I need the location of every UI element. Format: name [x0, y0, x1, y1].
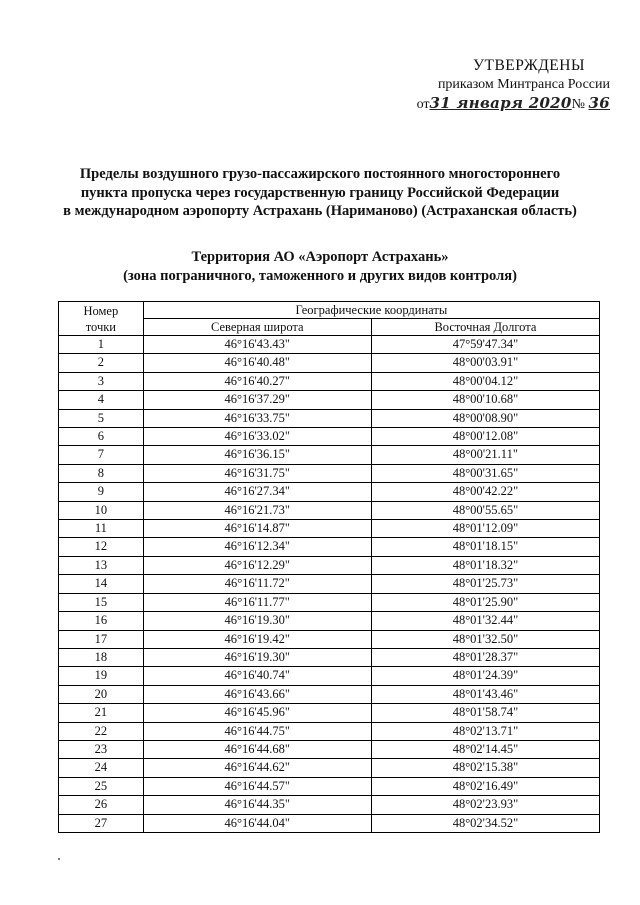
- table-row: [59, 740, 600, 758]
- cell-point-number: 23: [59, 740, 144, 758]
- section-title: [30, 248, 610, 286]
- header-number-line2: точки: [85, 319, 116, 334]
- table-row: [59, 354, 600, 372]
- approval-order-line: приказом Минтранса России: [437, 77, 610, 92]
- cell-longitude: 48°01'12.09": [371, 520, 599, 538]
- cell-latitude: 46°16'31.75": [143, 464, 371, 482]
- cell-point-number: 27: [59, 814, 144, 832]
- approval-date-line: [410, 94, 610, 114]
- table-row: [59, 336, 600, 354]
- table-row: [59, 428, 600, 446]
- document-title: [30, 165, 610, 221]
- cell-point-number: 4: [59, 391, 144, 409]
- cell-point-number: 20: [59, 685, 144, 703]
- header-east-longitude: Восточная Долгота: [371, 319, 599, 336]
- cell-latitude: 46°16'44.62": [143, 759, 371, 777]
- coordinates-table: [58, 301, 600, 833]
- cell-longitude: 48°02'34.52": [371, 814, 599, 832]
- cell-longitude: 48°01'43.46": [371, 685, 599, 703]
- cell-point-number: 6: [59, 428, 144, 446]
- cell-point-number: 25: [59, 777, 144, 795]
- cell-longitude: 48°02'23.93": [371, 796, 599, 814]
- header-point-number: [59, 302, 144, 336]
- cell-latitude: 46°16'19.30": [143, 612, 371, 630]
- cell-longitude: 48°01'58.74": [371, 704, 599, 722]
- cell-longitude: 48°01'18.15": [371, 538, 599, 556]
- header-north-latitude: Северная широта: [143, 319, 371, 336]
- table-row: [59, 391, 600, 409]
- cell-point-number: 17: [59, 630, 144, 648]
- approval-heading: УТВЕРЖДЕНЫ: [473, 57, 585, 74]
- cell-latitude: 46°16'33.02": [143, 428, 371, 446]
- table-row: [59, 722, 600, 740]
- cell-longitude: 48°00'42.22": [371, 483, 599, 501]
- cell-point-number: 11: [59, 520, 144, 538]
- cell-longitude: 48°01'32.44": [371, 612, 599, 630]
- header-geographic-coordinates: Географические координаты: [143, 302, 599, 319]
- cell-latitude: 46°16'43.43": [143, 336, 371, 354]
- cell-point-number: 14: [59, 575, 144, 593]
- cell-longitude: 48°01'32.50": [371, 630, 599, 648]
- cell-point-number: 21: [59, 704, 144, 722]
- cell-point-number: 24: [59, 759, 144, 777]
- cell-latitude: 46°16'40.74": [143, 667, 371, 685]
- cell-latitude: 46°16'11.77": [143, 593, 371, 611]
- cell-point-number: 15: [59, 593, 144, 611]
- cell-point-number: 2: [59, 354, 144, 372]
- cell-latitude: 46°16'44.75": [143, 722, 371, 740]
- handwritten-number: 36: [588, 94, 610, 112]
- cell-longitude: 48°00'21.11": [371, 446, 599, 464]
- section-title-line-2: (зона пограничного, таможенного и других видов контроля): [123, 268, 517, 284]
- section-title-line-1: Территория АО «Аэропорт Астрахань»: [191, 249, 449, 265]
- cell-longitude: 48°01'25.90": [371, 593, 599, 611]
- cell-point-number: 26: [59, 796, 144, 814]
- cell-latitude: 46°16'27.34": [143, 483, 371, 501]
- table-row: [59, 446, 600, 464]
- cell-latitude: 46°16'44.57": [143, 777, 371, 795]
- cell-point-number: 7: [59, 446, 144, 464]
- table-row: [59, 796, 600, 814]
- cell-point-number: 1: [59, 336, 144, 354]
- table-row: [59, 520, 600, 538]
- cell-point-number: 12: [59, 538, 144, 556]
- cell-longitude: 48°00'55.65": [371, 501, 599, 519]
- cell-latitude: 46°16'11.72": [143, 575, 371, 593]
- cell-point-number: 22: [59, 722, 144, 740]
- table-row: [59, 612, 600, 630]
- title-line-2: пункта пропуска через государственную границу Российской Федерации: [80, 184, 560, 201]
- table-row: [59, 464, 600, 482]
- cell-longitude: 48°02'16.49": [371, 777, 599, 795]
- table-row: [59, 593, 600, 611]
- table-row: [59, 483, 600, 501]
- table-row: [59, 409, 600, 427]
- scan-speck: [58, 858, 60, 860]
- cell-point-number: 5: [59, 409, 144, 427]
- cell-longitude: 48°00'12.08": [371, 428, 599, 446]
- cell-latitude: 46°16'44.04": [143, 814, 371, 832]
- cell-longitude: 48°00'31.65": [371, 464, 599, 482]
- cell-latitude: 46°16'19.42": [143, 630, 371, 648]
- cell-longitude: 47°59'47.34": [371, 336, 599, 354]
- cell-point-number: 10: [59, 501, 144, 519]
- cell-latitude: 46°16'14.87": [143, 520, 371, 538]
- cell-latitude: 46°16'44.35": [143, 796, 371, 814]
- cell-longitude: 48°00'04.12": [371, 372, 599, 390]
- table-row: [59, 630, 600, 648]
- cell-longitude: 48°02'13.71": [371, 722, 599, 740]
- cell-longitude: 48°01'24.39": [371, 667, 599, 685]
- table-row: [59, 556, 600, 574]
- number-prefix: №: [571, 97, 586, 112]
- cell-point-number: 18: [59, 648, 144, 666]
- table-row: [59, 704, 600, 722]
- cell-point-number: 8: [59, 464, 144, 482]
- approval-block: [410, 56, 610, 114]
- cell-latitude: 46°16'43.66": [143, 685, 371, 703]
- header-number-line1: Номер: [83, 303, 119, 318]
- table-row: [59, 814, 600, 832]
- date-prefix: от: [416, 97, 430, 112]
- cell-longitude: 48°00'03.91": [371, 354, 599, 372]
- cell-latitude: 46°16'12.29": [143, 556, 371, 574]
- table-row: [59, 372, 600, 390]
- cell-latitude: 46°16'12.34": [143, 538, 371, 556]
- table-row: [59, 777, 600, 795]
- cell-longitude: 48°01'25.73": [371, 575, 599, 593]
- cell-point-number: 3: [59, 372, 144, 390]
- cell-latitude: 46°16'45.96": [143, 704, 371, 722]
- cell-longitude: 48°00'08.90": [371, 409, 599, 427]
- cell-latitude: 46°16'36.15": [143, 446, 371, 464]
- cell-latitude: 46°16'21.73": [143, 501, 371, 519]
- cell-latitude: 46°16'40.48": [143, 354, 371, 372]
- table-row: [59, 575, 600, 593]
- cell-point-number: 9: [59, 483, 144, 501]
- cell-latitude: 46°16'19.30": [143, 648, 371, 666]
- cell-longitude: 48°02'14.45": [371, 740, 599, 758]
- cell-point-number: 19: [59, 667, 144, 685]
- cell-point-number: 16: [59, 612, 144, 630]
- cell-latitude: 46°16'33.75": [143, 409, 371, 427]
- cell-latitude: 46°16'44.68": [143, 740, 371, 758]
- cell-longitude: 48°01'28.37": [371, 648, 599, 666]
- cell-longitude: 48°02'15.38": [371, 759, 599, 777]
- cell-point-number: 13: [59, 556, 144, 574]
- cell-longitude: 48°01'18.32": [371, 556, 599, 574]
- table-row: [59, 759, 600, 777]
- cell-longitude: 48°00'10.68": [371, 391, 599, 409]
- table-row: [59, 538, 600, 556]
- table-row: [59, 685, 600, 703]
- title-line-3: в международном аэропорту Астрахань (Нариманово) (Астраханская область): [63, 203, 577, 219]
- table-row: [59, 648, 600, 666]
- table-row: [59, 667, 600, 685]
- handwritten-date: 31 января 2020: [429, 94, 572, 112]
- cell-latitude: 46°16'37.29": [143, 391, 371, 409]
- table-row: [59, 501, 600, 519]
- title-line-1: Пределы воздушного грузо-пассажирского постоянного многостороннего: [79, 166, 561, 182]
- cell-latitude: 46°16'40.27": [143, 372, 371, 390]
